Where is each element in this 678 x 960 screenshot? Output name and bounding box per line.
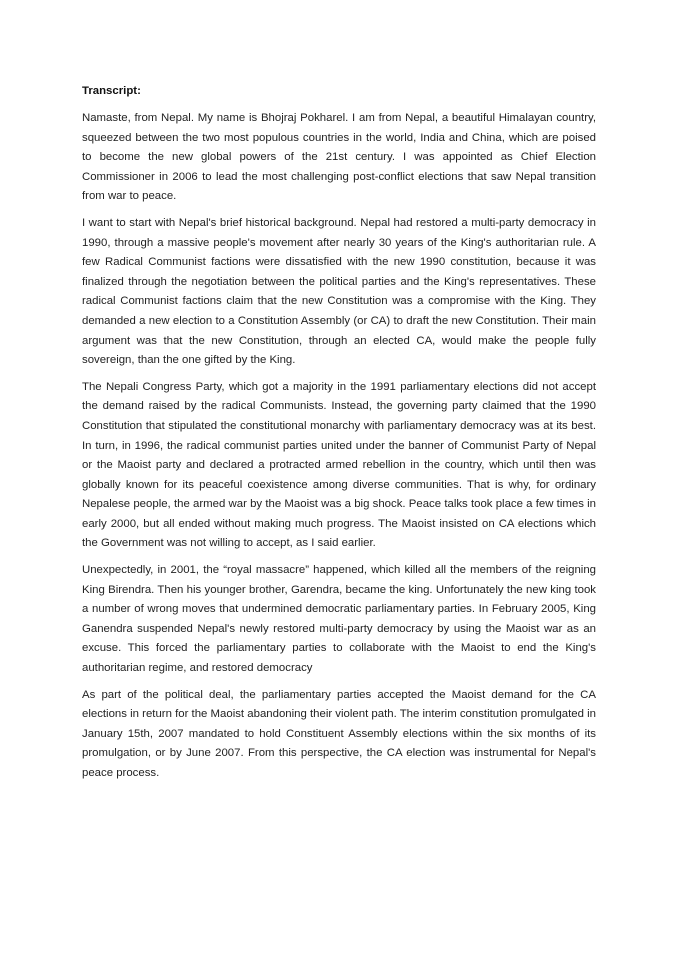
paragraph-political-deal: As part of the political deal, the parliamentary parties accepted the Maoist demand for the CA elections in return for the Maoist abandoning their violent path. The interim constitution promulgated in January 15th, 2007 mandated to hold Constituent Assembly elections within the six months of its promulgation, or by June 2007. From this perspective, the CA election was instrumental for Nepal's peace process. [82,688,596,779]
paragraph-royal-massacre: Unexpectedly, in 2001, the “royal massacre” happened, which killed all the members of the reigning King Birendra. Then his younger brother, Garendra, became the king. Unfortunately the new king took a number of wrong moves that undermined democratic parliamentary parties. In February 2005, King Ganendra suspended Nepal's newly restored multi-party democracy by using the Maoist war as an excuse. This forced the parliamentary parties to collaborate with the Maoist to end the King's authoritarian regime, and restored democracy [82,564,596,675]
transcript-body [82,83,596,791]
paragraph-historical-background: I want to start with Nepal's brief historical background. Nepal had restored a multi-party democracy in 1990, through a massive people's movement after nearly 30 years of the King's authoritarian rule. A few Radical Communist factions were dissatisfied with the new 1990 constitution, because it was finalized through the negotiation between the political parties and the King's representatives. These radical Communist factions claim that the new Constitution was a compromise with the King. They demanded a new election to a Constitution Assembly (or CA) to draft the new Constitution. Their main argument was that the new Constitution, through an elected CA, would make the people fully sovereign, than the one gifted by the King. [82,216,596,367]
paragraph-intro: Namaste, from Nepal. My name is Bhojraj Pokharel. I am from Nepal, a beautiful Himalayan country, squeezed between the two most populous countries in the world, India and China, which are poised to become the new global powers of the 21st century. I was appointed as Chief Election Commissioner in 2006 to lead the most challenging post-conflict elections that saw Nepal transition from war to peace. [82,112,596,203]
transcript-heading: Transcript: [82,85,141,97]
paragraph-nepali-congress: The Nepali Congress Party, which got a majority in the 1991 parliamentary elections did not accept the demand raised by the radical Communists. Instead, the governing party claimed that the 1990 Constitution that stipulated the constitutional monarchy with parliamentary democracy was at its best. In turn, in 1996, the radical communist parties united under the banner of Communist Party of Nepal or the Maoist party and declared a protracted armed rebellion in the country, which until then was globally known for its peaceful coexistence among diverse communities. That is why, for ordinary Nepalese people, the armed war by the Maoist was a big shock. Peace talks took place a few times in early 2000, but all ended without making much progress. The Maoist insisted on CA elections which the Government was not willing to accept, as I said earlier. [82,380,596,550]
